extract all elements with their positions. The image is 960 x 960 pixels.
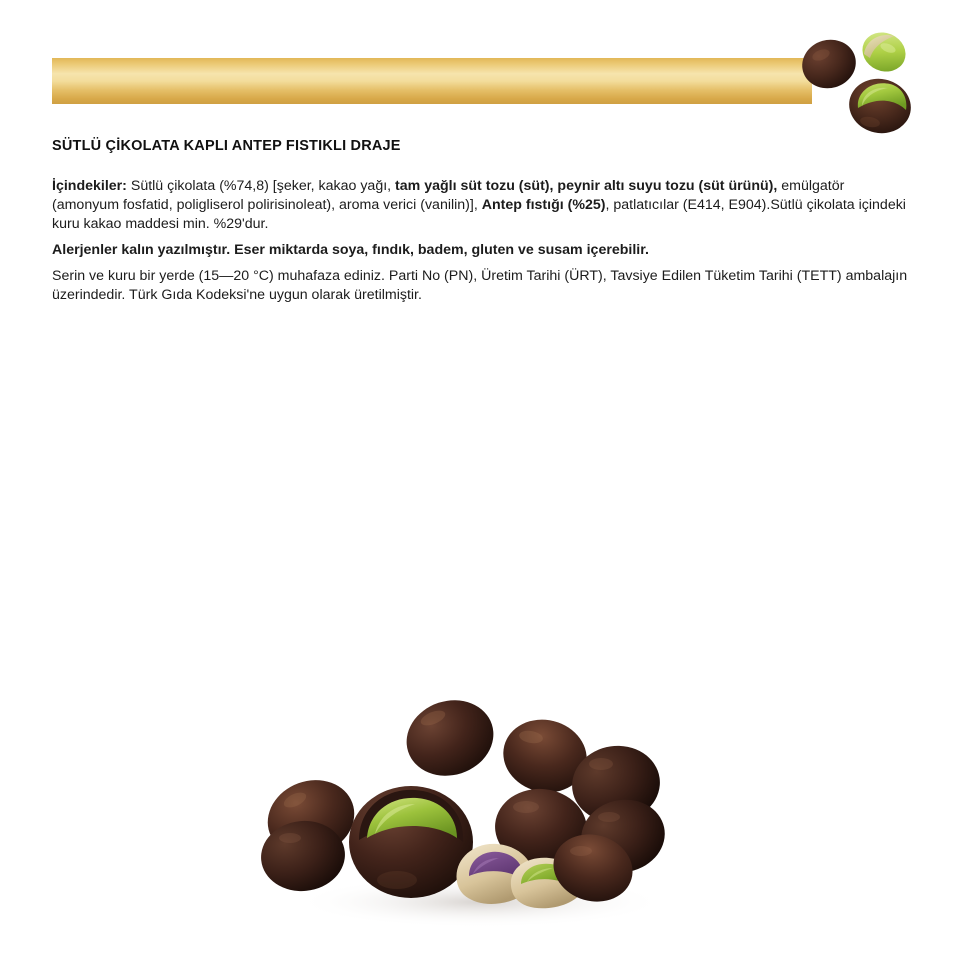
storage-paragraph: Serin ve kuru bir yerde (15—20 °C) muhafaza ediniz. Parti No (PN), Üretim Tarihi (ÜRT), Tavsiye Edilen Tüketim Tarihi (TETT) ambalajın üzerindedir. Türk Gıda Kodeksi'ne uygun olarak üretilmiştir. bbox=[52, 267, 908, 303]
product-photo bbox=[245, 660, 715, 940]
page-title: SÜTLÜ ÇİKOLATA KAPLI ANTEP FISTIKLI DRAJE bbox=[52, 138, 401, 154]
allergens-paragraph: Alerjenler kalın yazılmıştır. Eser miktarda soya, fındık, badem, gluten ve susam içerebilir. bbox=[52, 242, 649, 259]
label-text-block bbox=[52, 138, 908, 305]
ingredients-part3: , patlatıcılar (E414, E904).Sütlü çikolata içindeki kuru kakao maddesi min. %29'dur. bbox=[52, 197, 906, 233]
ingredients-label: İçindekiler: bbox=[52, 178, 127, 195]
ingredients-part1: Sütlü çikolata (%74,8) [şeker, kakao yağı, bbox=[126, 178, 396, 195]
gold-header-band bbox=[52, 58, 812, 104]
ingredients-bold1: tam yağlı süt tozu (süt), peynir altı suyu tozu (süt ürünü), bbox=[395, 178, 778, 195]
ingredients-bold2: Antep fıstığı (%25) bbox=[481, 197, 606, 214]
ingredients-paragraph bbox=[52, 177, 908, 234]
pistachio-cluster-icon bbox=[796, 22, 926, 142]
ingredients-part2: emülgatör (amonyum fosfatid, poligliserol polirisinoleat), aroma verici (vanilin)], bbox=[52, 178, 845, 214]
